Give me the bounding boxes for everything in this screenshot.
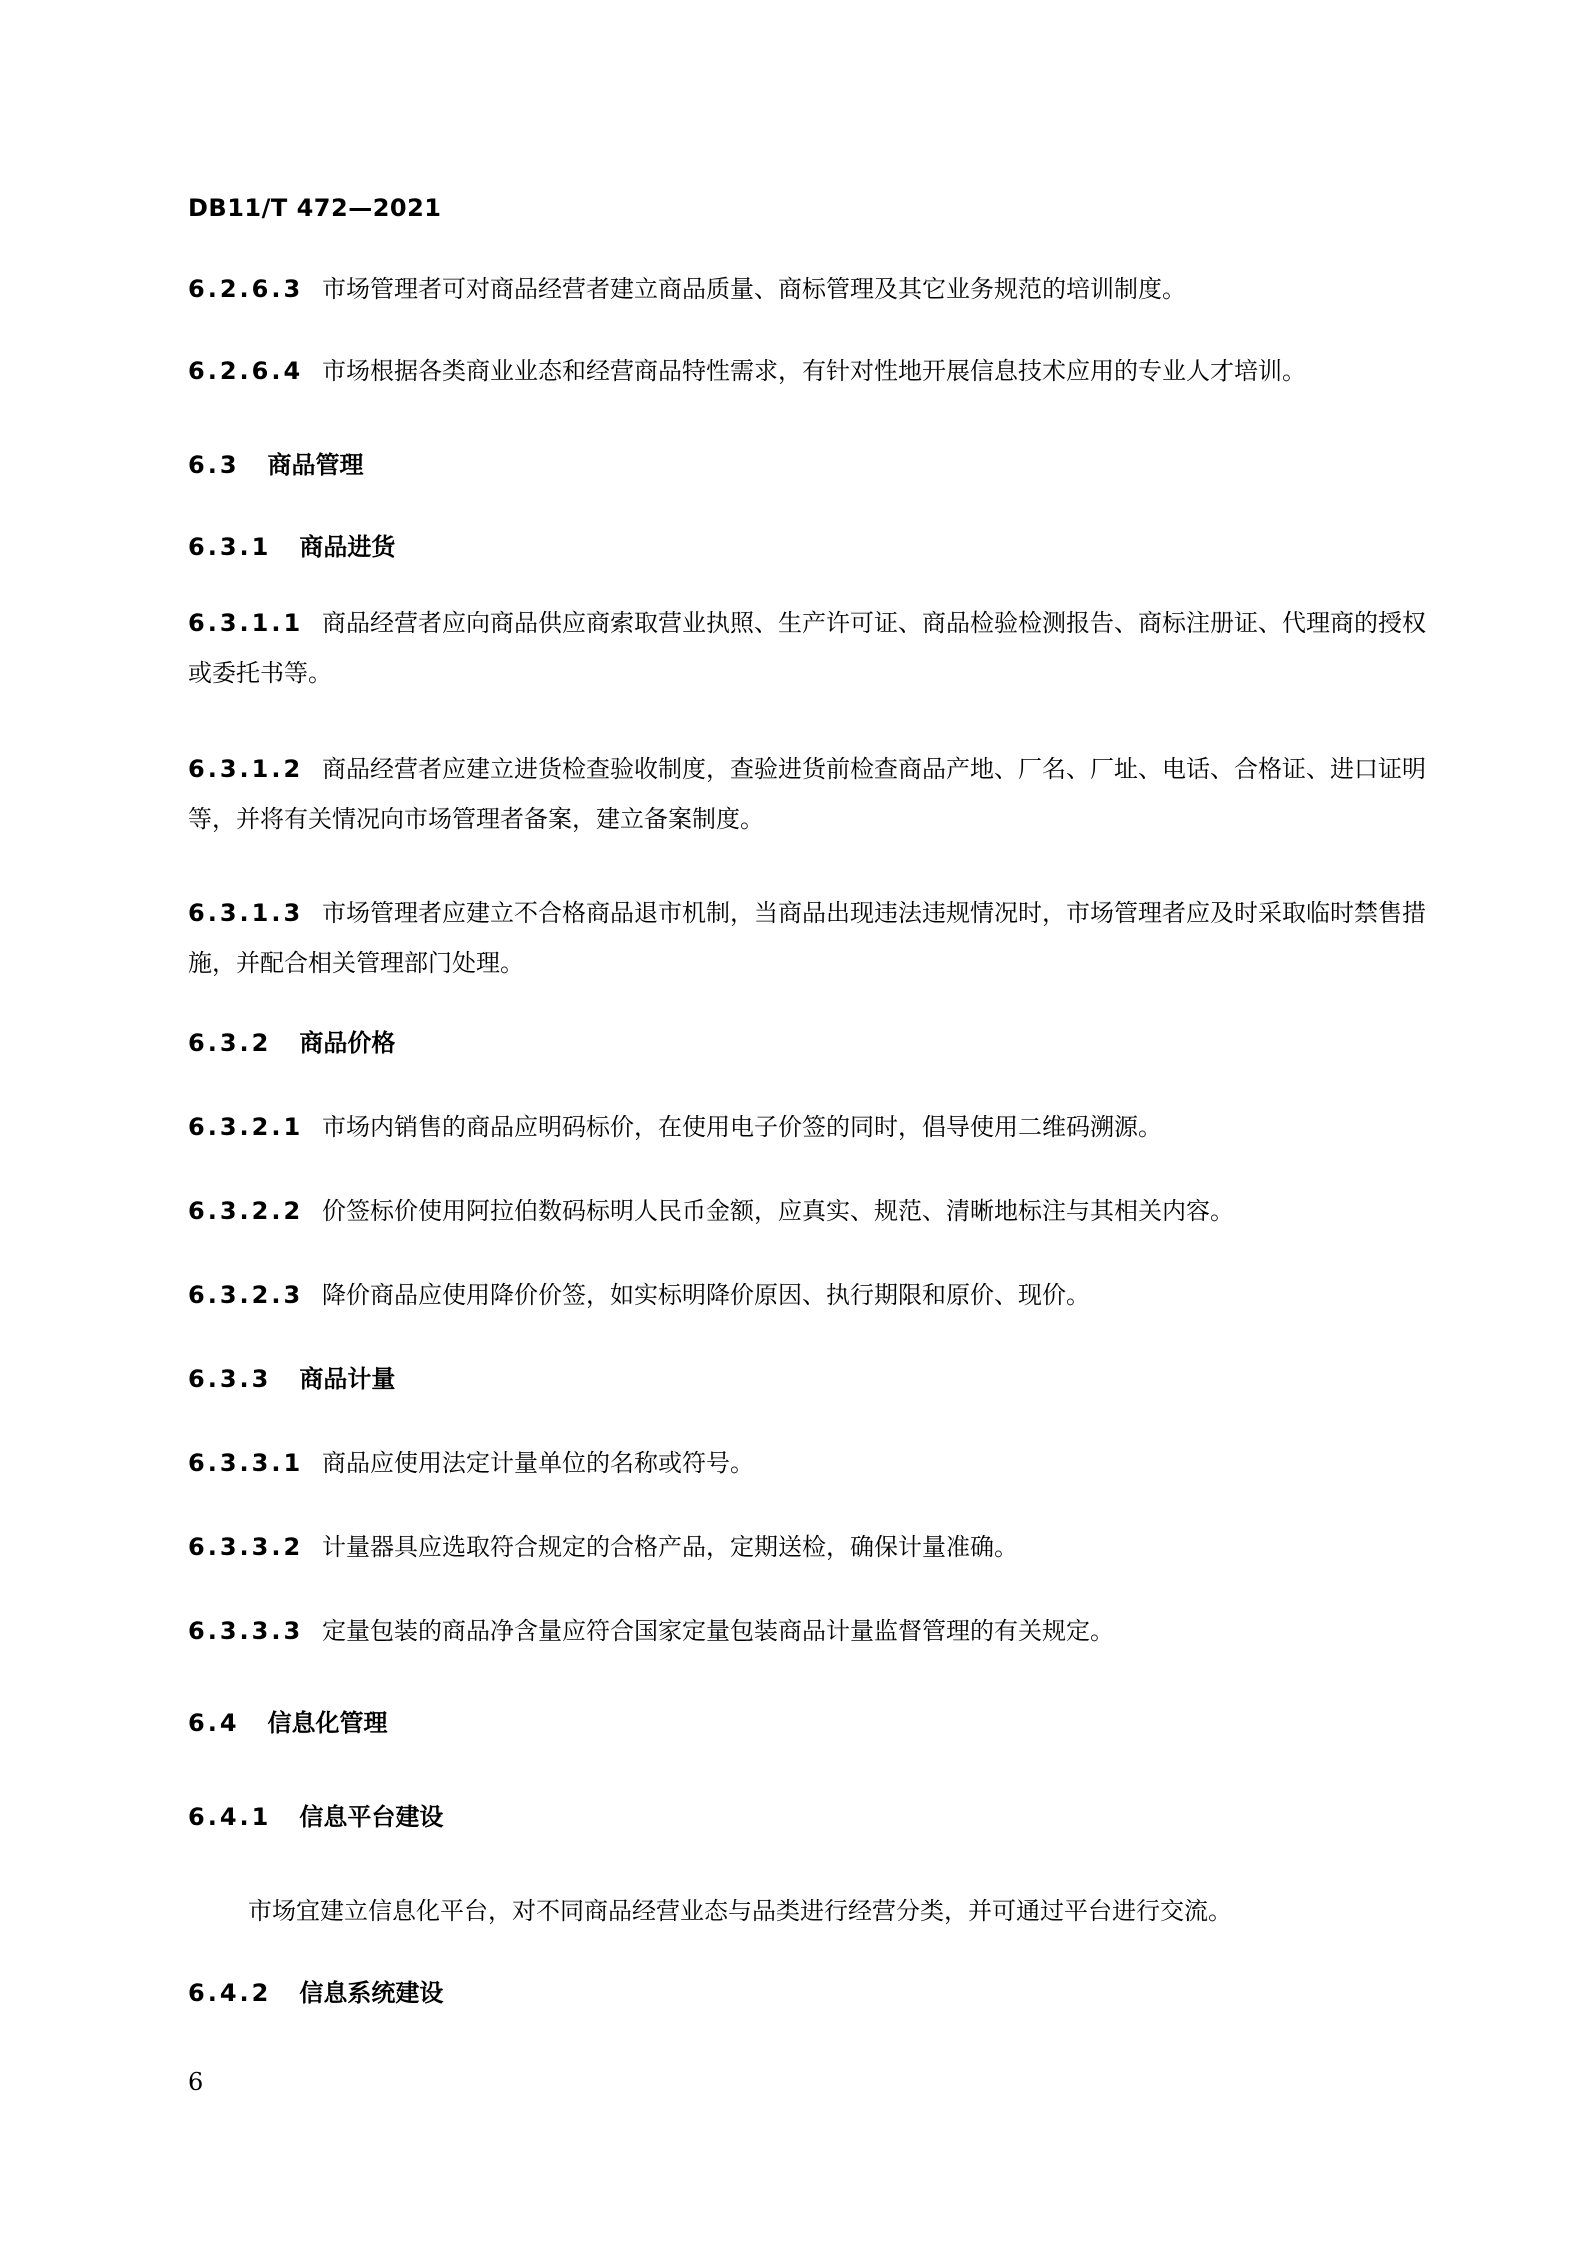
clause-6-3-3-3 <box>188 1606 1438 1656</box>
clause-number: 6.3.2.1 <box>188 1113 304 1141</box>
heading-title: 商品管理 <box>267 451 364 479</box>
clause-6-3-3-1 <box>188 1438 1438 1488</box>
clause-number: 6.3.1.1 <box>188 609 304 637</box>
heading-6-3-3 <box>188 1354 1438 1404</box>
heading-number: 6.3 <box>188 451 240 479</box>
clause-text: 市场根据各类商业业态和经营商品特性需求，有针对性地开展信息技术应用的专业人才培训。 <box>322 357 1306 385</box>
heading-number: 6.4.1 <box>188 1803 272 1831</box>
clause-text: 计量器具应选取符合规定的合格产品，定期送检，确保计量准确。 <box>322 1533 1018 1561</box>
clause-text: 降价商品应使用降价价签，如实标明降价原因、执行期限和原价、现价。 <box>322 1281 1090 1309</box>
heading-number: 6.4.2 <box>188 1979 272 2007</box>
heading-6-3-2 <box>188 1018 1438 1068</box>
clause-text: 定量包装的商品净含量应符合国家定量包装商品计量监督管理的有关规定。 <box>322 1617 1114 1645</box>
clause-text: 商品应使用法定计量单位的名称或符号。 <box>322 1449 754 1477</box>
clause-6-3-2-2 <box>188 1186 1438 1236</box>
heading-number: 6.3.3 <box>188 1365 272 1393</box>
heading-6-4 <box>188 1698 1438 1748</box>
heading-number: 6.3.1 <box>188 533 272 561</box>
paragraph-6-4-1: 市场宜建立信息化平台，对不同商品经营业态与品类进行经营分类，并可通过平台进行交流。 <box>248 1897 1232 1925</box>
heading-6-3-1 <box>188 522 1438 572</box>
clause-number: 6.3.1.3 <box>188 899 304 927</box>
clause-number: 6.2.6.4 <box>188 357 304 385</box>
heading-title: 信息化管理 <box>267 1709 388 1737</box>
clause-number: 6.3.3.3 <box>188 1617 304 1645</box>
clause-text: 商品经营者应建立进货检查验收制度，查验进货前检查商品产地、厂名、厂址、电话、合格证、进口证明等，并将有关情况向市场管理者备案，建立备案制度。 <box>188 755 1426 833</box>
clause-6-3-2-3 <box>188 1270 1438 1320</box>
clause-6-3-1-3 <box>188 888 1438 988</box>
clause-text: 市场内销售的商品应明码标价，在使用电子价签的同时，倡导使用二维码溯源。 <box>322 1113 1162 1141</box>
clause-text: 市场管理者应建立不合格商品退市机制，当商品出现违法违规情况时，市场管理者应及时采取临时禁售措施，并配合相关管理部门处理。 <box>188 899 1426 977</box>
page-number: 6 <box>188 2068 204 2096</box>
clause-6-2-6-3 <box>188 264 1438 314</box>
heading-number: 6.3.2 <box>188 1029 272 1057</box>
heading-6-4-2 <box>188 1968 1438 2018</box>
clause-text: 市场管理者可对商品经营者建立商品质量、商标管理及其它业务规范的培训制度。 <box>322 275 1186 303</box>
clause-6-2-6-4 <box>188 346 1438 396</box>
clause-6-3-2-1 <box>188 1102 1438 1152</box>
heading-number: 6.4 <box>188 1709 240 1737</box>
clause-6-3-1-2 <box>188 744 1438 844</box>
clause-6-3-1-1 <box>188 598 1438 698</box>
heading-6-4-1 <box>188 1792 1438 1842</box>
clause-6-3-3-2 <box>188 1522 1438 1572</box>
heading-title: 商品价格 <box>299 1029 396 1057</box>
clause-number: 6.3.3.2 <box>188 1533 304 1561</box>
document-code: DB11/T 472—2021 <box>188 194 442 222</box>
clause-text: 商品经营者应向商品供应商索取营业执照、生产许可证、商品检验检测报告、商标注册证、代理商的授权或委托书等。 <box>188 609 1426 687</box>
heading-title: 信息系统建设 <box>299 1979 444 2007</box>
heading-title: 商品计量 <box>299 1365 396 1393</box>
clause-text: 价签标价使用阿拉伯数码标明人民币金额，应真实、规范、清晰地标注与其相关内容。 <box>322 1197 1234 1225</box>
clause-number: 6.2.6.3 <box>188 275 304 303</box>
clause-number: 6.3.3.1 <box>188 1449 304 1477</box>
heading-6-3 <box>188 440 1438 490</box>
clause-number: 6.3.2.3 <box>188 1281 304 1309</box>
heading-title: 信息平台建设 <box>299 1803 444 1831</box>
heading-title: 商品进货 <box>299 533 396 561</box>
clause-number: 6.3.1.2 <box>188 755 304 783</box>
clause-number: 6.3.2.2 <box>188 1197 304 1225</box>
